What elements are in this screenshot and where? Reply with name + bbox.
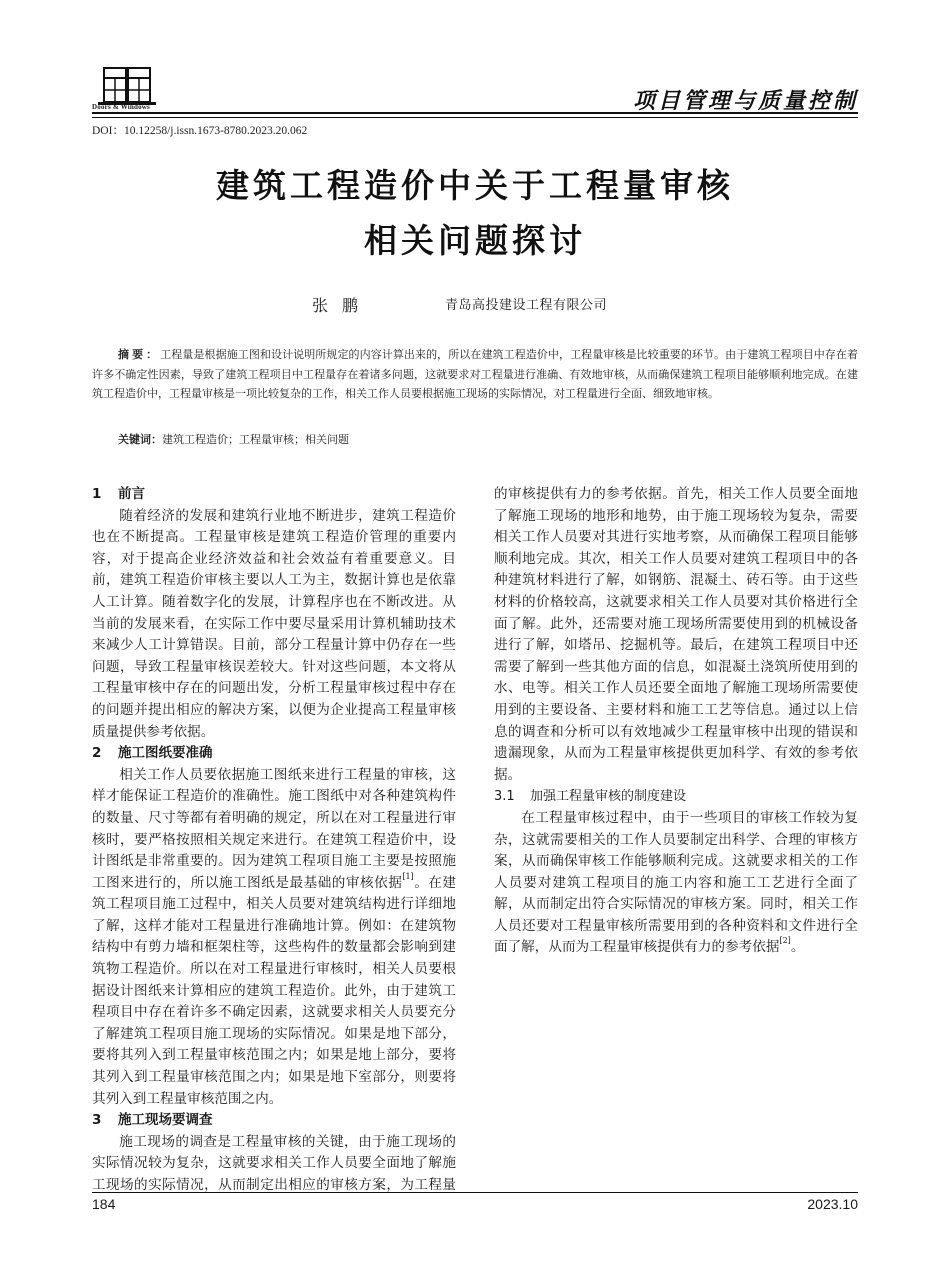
logo-text: Doors & Windows — [92, 103, 150, 111]
paragraph — [494, 808, 858, 959]
abstract-label: 摘要： — [118, 348, 161, 361]
section-title: 施工图纸要准确 — [118, 745, 213, 762]
paragraph — [92, 765, 456, 1111]
header-rule-thin — [92, 117, 858, 118]
subsection-title: 加强工程量审核的制度建设 — [530, 789, 687, 805]
paragraph: 随着经济的发展和建筑行业地不断进步，建筑工程造价也在不断提高。工程量审核是建筑工程造价管理的重要内容，对于提高企业经济效益和社会效益有着重要意义。目前，建筑工程造价审核主要以人工为主，数据计算也是依靠人工计算。随着数字化的发展，计算程序也在不断改进。从当前的发展来看，在实际工作中要尽量采用计算机辅助技术来减少人工计算错误。目前，部分工程量计算中仍存在一些问题，导致工程量审核误差较大。针对这些问题，本文将从工程量审核中存在的问题出发，分析工程量审核过程中存在的问题并提出相应的解决方案，以便为企业提高工程量审核质量提供参考依据。 — [92, 507, 456, 740]
header-rule — [92, 112, 858, 114]
page-number: 184 — [92, 1196, 116, 1212]
citation-ref: [2] — [779, 936, 791, 946]
paragraph: 施工现场的调查是工程量审核的关键，由于施工现场的实际情况较为复杂，这就要求相关工作人员要全面地了解施工现场的实际情况，从而制定出相应的审核方案，为工程量的审核提供有力的参考依据。首先，相关工作人员要全面地了解施工现场的地形和地势，由于施工现场较为复杂，需要相关工作人员要对其进行实地考察，从而确保工程项目能够顺利地完成。其次，相关工作人员要对建筑工程项目中的各种建筑材料进行了解，如钢筋、混凝土、砖石等。由于这些材料的价格较高，这就要求相关工作人员要对其价格进行全面了解。此外，还需要对施工现场所需要使用到的机械设备进行了解，如塔吊、挖掘机等。最后，在建筑工程项目中还需要了解到一些其他方面的信息，如混凝土浇筑所使用到的水、电等。相关工作人员还要全面地了解施工现场所需要使用到的主要设备、主要材料和施工工艺等信息。通过以上信息的调查和分析可以有效地减少工程量审核中出现的错误和遗漏现象，从而为工程量审核提供更加科学、有效的参考依据。 — [92, 486, 858, 1193]
keywords-text: 建筑工程造价；工程量审核；相关问题 — [162, 433, 349, 446]
paragraph-text: 。在建筑工程项目施工过程中，相关人员要对建筑结构进行详细地了解，这样才能对工程量进行准确地计算。例如：在建筑物结构中有剪力墙和框架柱等，这些构件的数量都会影响到建筑物工程造价。所以在对工程量进行审核时，相关人员要根据设计图纸来计算相应的建筑工程造价。此外，由于建筑工程项目中存在着许多不确定因素，这就要求相关人员要充分了解建筑工程项目施工现场的实际情况。如果是地下部分，要将其列入到工程量审核范围之内；如果是地上部分，要将其列入到工程量审核范围之内；如果是地下室部分，则要将其列入到工程量审核范围之内。 — [92, 874, 457, 1107]
paragraph-text: 。 — [790, 939, 805, 956]
keywords-label: 关键词： — [118, 433, 162, 446]
footer-rule — [92, 1192, 858, 1193]
section-number: 1 — [92, 486, 102, 502]
doors-windows-logo-icon — [92, 66, 170, 106]
section-title: 前言 — [118, 486, 145, 502]
paragraph-text: 在工程量审核过程中，由于一些项目的审核工作较为复杂，这就需要相关的工作人员要制定出科学、合理的审核方案，从而确保审核工作能够顺利完成。这就要求相关的工作人员要对建筑工程项目的施工内容和施工工艺进行全面了解，从而制定出符合实际情况的审核方案。同时，相关工作人员还要对工程量审核所需要用到的各种资料和文件进行全面了解，从而为工程量审核提供有力的参考依据 — [494, 809, 858, 956]
body-flow — [92, 484, 858, 1206]
subsection-heading — [494, 786, 858, 808]
body-column-left — [92, 484, 456, 1110]
section-title: 施工现场要调查 — [118, 1112, 213, 1129]
section-number: 3 — [92, 1112, 102, 1129]
doi: DOI：10.12258/j.issn.1673-8780.2023.20.062 — [92, 125, 308, 137]
issue-date: 2023.10 — [807, 1196, 858, 1212]
article-title-line-1: 建筑工程造价中关于工程量审核 — [216, 166, 734, 205]
section-heading — [92, 484, 456, 506]
paragraph-text: 相关工作人员要依据施工图纸来进行工程量的审核，这样才能保证工程造价的准确性。施工图纸中对各种建筑构件的数量、尺寸等都有着明确的规定，所以在对工程量进行审核时，要严格按照相关规定来进行。在建筑工程造价中，设计图纸是非常重要的。因为建筑工程项目施工主要是按照施工图来进行的，所以施工图纸是最基础的审核依据 — [92, 766, 456, 891]
citation-ref: [1] — [402, 871, 414, 881]
article-title-line-2: 相关问题探讨 — [364, 221, 586, 260]
journal-section-title: 项目管理与质量控制 — [632, 89, 858, 114]
section-heading — [92, 743, 456, 765]
section-heading — [92, 1110, 456, 1132]
section-number: 2 — [92, 745, 102, 762]
keywords — [118, 430, 349, 450]
affiliation: 青岛高投建设工程有限公司 — [445, 298, 608, 313]
abstract — [92, 345, 858, 404]
author: 张鹏 — [312, 296, 373, 315]
abstract-text: 工程量是根据施工图和设计说明所规定的内容计算出来的，所以在建筑工程造价中，工程量审核是比较重要的环节。由于建筑工程项目中存在着许多不确定性因素，导致了建筑工程项目中工程量存在着诸多问题，这就要求对工程量进行准确、有效地审核，从而确保建筑工程项目能够顺利地完成。在建筑工程造价中，工程量审核是一项比较复杂的工作，相关工作人员要根据施工现场的实际情况，对工程量进行全面、细致地审核。 — [92, 348, 858, 400]
subsection-number: 3.1 — [494, 789, 515, 805]
